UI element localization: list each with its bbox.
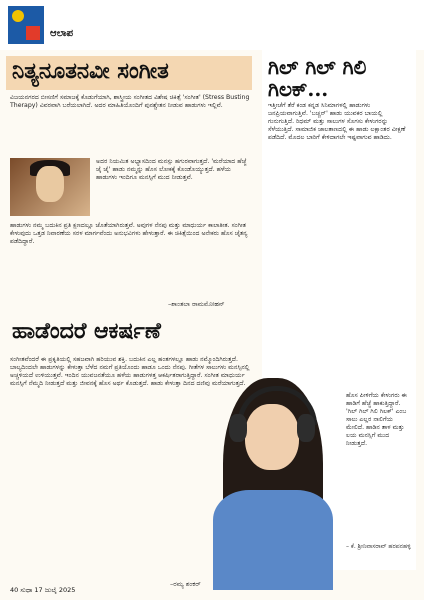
article2-author: –ರಮ್ಯ ಶಂಕರ್ xyxy=(170,580,201,588)
page-header xyxy=(0,0,424,50)
article1-lead: ವಿಜಯನಗರದ ಬೀಸಣಿಗೆ ಸಮಾಜಕ್ಕೆ ಕೊಡುಗೆಯಾಗಿ, ಶಾಸ್ತ್ರೀಯ ಸಂಗೀತದ ವಿಶೇಷ ಚಿಕಿತ್ಸೆ 'ಸಂಗೀತ' (Stress Busting Therapy) ವಿವರವಾಗಿ ಬರೆಯಲಾಗಿದೆ. ಅದರ ಮಾಹಿತಿಯೊಂದಿಗೆ ಪುನಶ್ಚೇತನ ನೀಡುವ ಹಾಡುಗಳು ಇಲ್ಲಿವೆ. xyxy=(10,94,250,109)
article1-title: ನಿತ್ಯನೂತನವೀ ಸಂಗೀತ xyxy=(12,58,169,84)
page-footer: 40 ಸುಧಾ 17 ಜುಲೈ 2025 xyxy=(10,586,76,594)
article1-body-top: ಅದರ ನಿಯಮಿತ ಅಭ್ಯಾಸದಿಂದ ಮನಸ್ಸು ಹಗುರವಾಗುತ್ತದೆ. 'ಮರೆಯಾದ ಹೆಜ್ಜೆ ಜೈ ಜೈ' ಹಾಡು ನಮ್ಮನ್ನು ಹೊಸ ಲೋಕಕ್ಕೆ ಕೊಂಡೊಯ್ಯುತ್ತದೆ. ಹಳೆಯ ಹಾಡುಗಳು ಇಂದಿಗೂ ಮನಸ್ಸಿಗೆ ಮುದ ನೀಡುತ್ತವೆ. xyxy=(96,158,247,181)
headphones-girl-photo xyxy=(195,360,345,590)
article3-body: ಇತ್ತೀಚೆಗೆ ತೆರೆ ಕಂಡ ಕನ್ನಡ ಸಿನಿಮಾಗಳಲ್ಲಿ ಹಾಡುಗಳು ಜನಪ್ರಿಯವಾಗುತ್ತಿವೆ. 'ಬಚ್ಚನ್' ಹಾಡು ಯುವಕರ ಬಾಯಲ್ಲಿ ಗುನುಗುತ್ತಿದೆ. ರಿಧಮ್ ಮತ್ತು ಸಾಲುಗಳ ಸೊಗಸು ಕೇಳುಗರನ್ನು ಸೆಳೆಯುತ್ತಿದೆ. ಸಾಮಾಜಿಕ ಜಾಲತಾಣದಲ್ಲಿ ಈ ಹಾಡು ಲಕ್ಷಾಂತರ ವೀಕ್ಷಣೆ ಪಡೆದಿದೆ. ಮೊದಲ ಬಾರಿಗೆ ಕೇಳಿದಾಗಲೇ ಇಷ್ಟವಾಗುವ ಹಾಡಿದು. xyxy=(268,102,406,141)
article2-title: ಹಾಡೆಂದರೆ ಆಕರ್ಷಣೆ xyxy=(12,318,161,344)
article1-photo xyxy=(10,158,90,216)
section-label: ಆಲಾಪ xyxy=(50,28,74,39)
article3-title: ಗಿಲ್ ಗಿಲ್ ಗಿಲಿ ಗಿಲಕ್... xyxy=(268,55,367,101)
article2-body: ಸಂಗೀತವೆಂದರೆ ಈ ಪ್ರಕೃತಿಯಲ್ಲಿ ಸಹಜವಾಗಿ ಹರಿಯುವ ಶಕ್ತಿ. ಬದುಕಿನ ಎಲ್ಲ ಹಂತಗಳಲ್ಲೂ ಹಾಡು ನಮ್ಮೊಂದಿಗಿರುತ್ತದೆ. ಬಾಲ್ಯದಿಂದಲೇ ಹಾಡುಗಳನ್ನು ಕೇಳುತ್ತಾ ಬೆಳೆದ ನಮಗೆ ಪ್ರತಿಯೊಂದು ಹಾಡೂ ಒಂದು ನೆನಪು. ಗೀತೆಗಳ ಸಾಲುಗಳು ಮನಸ್ಸಿನಲ್ಲಿ ಅಚ್ಚಳಿಯದೆ ಉಳಿಯುತ್ತವೆ. ಇಂದಿನ ಯುವಜನತೆಯೂ ಹಳೆಯ ಹಾಡುಗಳತ್ತ ಆಕರ್ಷಿತರಾಗುತ್ತಿದ್ದಾರೆ. ಸಂಗೀತ ಮಾಧುರ್ಯ ಮನಸ್ಸಿಗೆ ನೆಮ್ಮದಿ ನೀಡುತ್ತದೆ ಮತ್ತು ಜೀವನಕ್ಕೆ ಹೊಸ ಅರ್ಥ ಕೊಡುತ್ತದೆ. ಹಾಡು ಕೇಳುತ್ತಾ ದಿನದ ದಣಿವು ಮರೆಯಾಗುತ್ತದೆ. xyxy=(10,356,250,387)
article1-body-bottom: ಹಾಡುಗಳು ನಮ್ಮ ಬದುಕಿನ ಪ್ರತಿ ಕ್ಷಣದಲ್ಲೂ ಜೊತೆಯಾಗಿರುತ್ತವೆ. ಅವುಗಳ ನೆನಪು ಮತ್ತು ಮಾಧುರ್ಯ ಕಾಲಾತೀತ. ಸಂಗೀತ ಕೇಳುವುದು ಒತ್ತಡ ನಿವಾರಣೆಯ ಸರಳ ಮಾರ್ಗವೆಂದು ಅನುಭವಿಗಳು ಹೇಳುತ್ತಾರೆ. ಈ ಚಿಕಿತ್ಸೆಯಿಂದ ಅನೇಕರು ಹೊಸ ಚೈತನ್ಯ ಪಡೆದಿದ್ದಾರೆ. xyxy=(10,222,248,245)
magazine-logo xyxy=(8,6,44,44)
article1-author: –ಶಾಂತಲಾ ರಾಮಮೋಹನ್ xyxy=(168,300,225,308)
article3-body-side: ಹೊಸ ಪೀಳಿಗೆಯ ಕೇಳುಗರು ಈ ಹಾಡಿಗೆ ಹೆಜ್ಜೆ ಹಾಕುತ್ತಿದ್ದಾರೆ. 'ಗಿಲ್ ಗಿಲ್ ಗಿಲಿ ಗಿಲಕ್' ಎಂಬ ಸಾಲು ಎಲ್ಲರ ನಾಲಿಗೆಯ ಮೇಲಿದೆ. ಹಾಡಿನ ತಾಳ ಮತ್ತು ಲಯ ಮನಸ್ಸಿಗೆ ಮುದ ನೀಡುತ್ತದೆ. xyxy=(346,392,407,447)
article3-author: – ಕೆ. ಶ್ರೀನಿವಾಸರಾವ್ ಹರಪನಹಳ್ಳಿ xyxy=(346,543,411,550)
